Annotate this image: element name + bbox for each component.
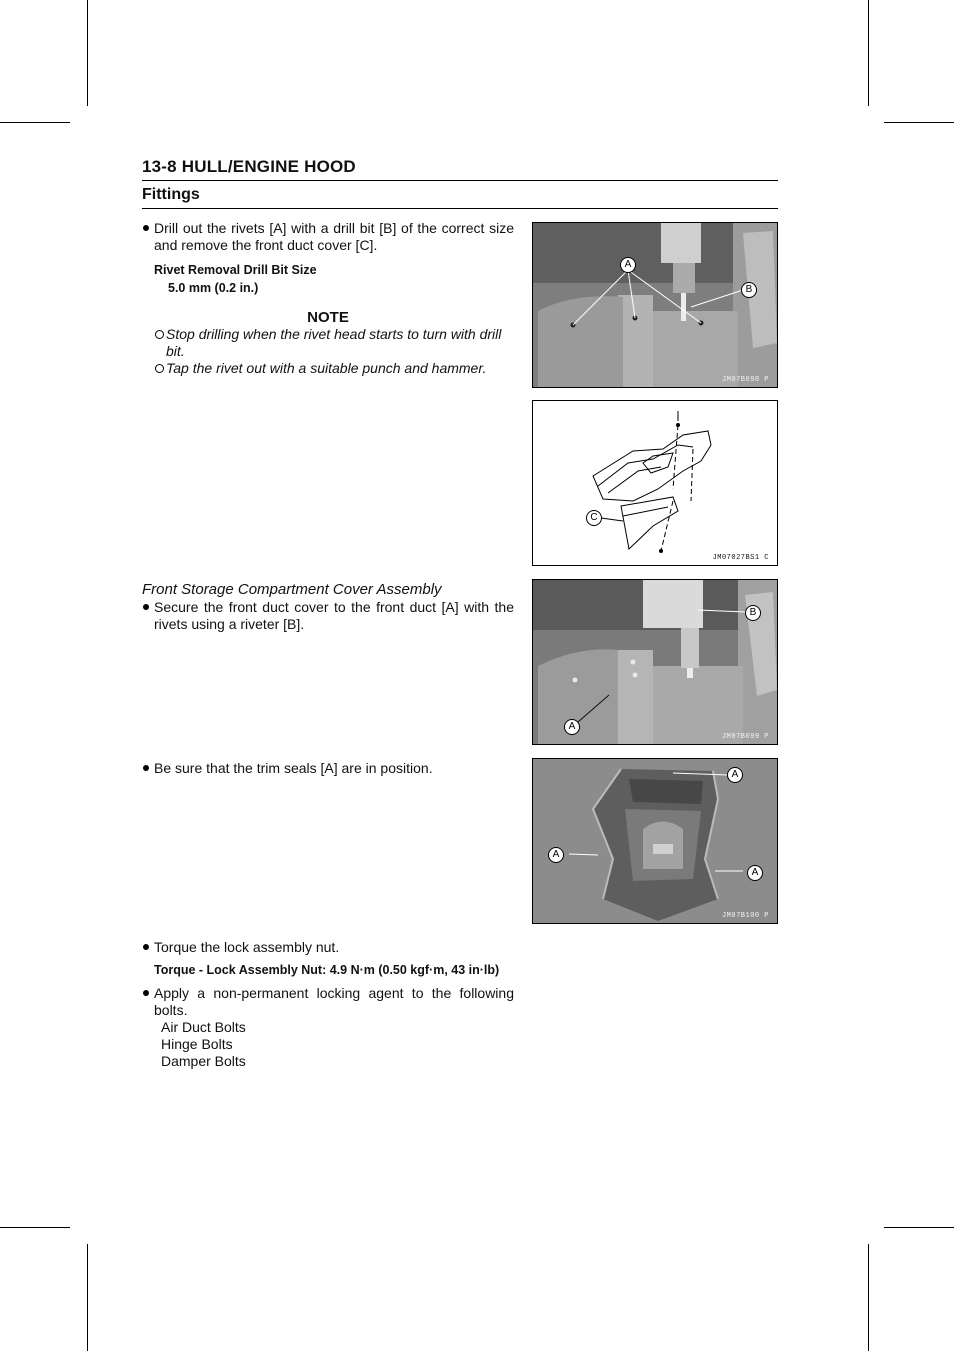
figure-drill-rivets [532,222,778,388]
crop-mark [87,1244,88,1351]
callout-label: A [747,865,763,881]
crop-mark [868,1244,869,1351]
ring-bullet-icon [155,330,164,339]
figure-code: JM07B100 P [721,912,769,920]
crop-mark [0,122,70,123]
page-header [142,157,778,181]
torque-spec: Torque - Lock Assembly Nut: 4.9 N·m (0.50 kgf·m, 43 in·lb) [154,963,500,977]
figure-photo-illustration [533,223,777,387]
figure-riveter [532,579,778,745]
note-item [142,360,514,377]
figure-code: JM07027BS1 C [712,554,769,562]
figure-trim-seals [532,758,778,924]
callout-label: A [564,719,580,735]
figure-code: JM07B098 P [721,376,769,384]
callout-label: A [727,767,743,783]
note-text: Stop drilling when the rivet head starts to turn with drill bit. [166,326,502,359]
section-header [142,186,778,209]
page-title: 13-8 HULL/ENGINE HOOD [142,157,356,176]
spec-value: 5.0 mm (0.2 in.) [168,281,259,295]
assembly-instructions [142,581,514,633]
crop-mark [884,1227,954,1228]
ring-bullet-icon [155,364,164,373]
crop-mark [87,0,88,106]
seals-instructions [142,760,514,777]
callout-label: C [586,510,602,526]
figure-photo-illustration [533,759,777,923]
assembly-step: Secure the front duct cover to the front duct [A] with the rivets using a riveter [B]. [142,599,514,633]
note-heading: NOTE [307,309,349,326]
crop-mark [868,0,869,106]
note-item [142,326,514,360]
torque-instructions [142,939,514,1070]
bolt-item: Hinge Bolts [161,1036,233,1052]
assembly-step: Torque the lock assembly nut. [142,939,514,956]
figure-line-illustration [533,401,777,565]
note-text: Tap the rivet out with a suitable punch and hammer. [166,360,487,376]
callout-label: B [745,605,761,621]
removal-step: Drill out the rivets [A] with a drill bit [B] of the correct size and remove the front duct cover [C]. [142,220,514,254]
section-title: Fittings [142,186,200,203]
callout-label: B [741,282,757,298]
callout-label: A [620,257,636,273]
bolt-item: Air Duct Bolts [161,1019,246,1035]
crop-mark [884,122,954,123]
assembly-heading: Front Storage Compartment Cover Assembly [142,581,442,598]
assembly-step: Apply a non-permanent locking agent to the following bolts. [142,985,514,1019]
figure-duct-cover-drawing [532,400,778,566]
callout-label: A [548,847,564,863]
removal-instructions [142,220,514,377]
crop-mark [0,1227,70,1228]
spec-label: Rivet Removal Drill Bit Size [154,263,317,277]
assembly-step: Be sure that the trim seals [A] are in position. [142,760,514,777]
bolt-item: Damper Bolts [161,1053,246,1069]
figure-code: JM07B099 P [721,733,769,741]
